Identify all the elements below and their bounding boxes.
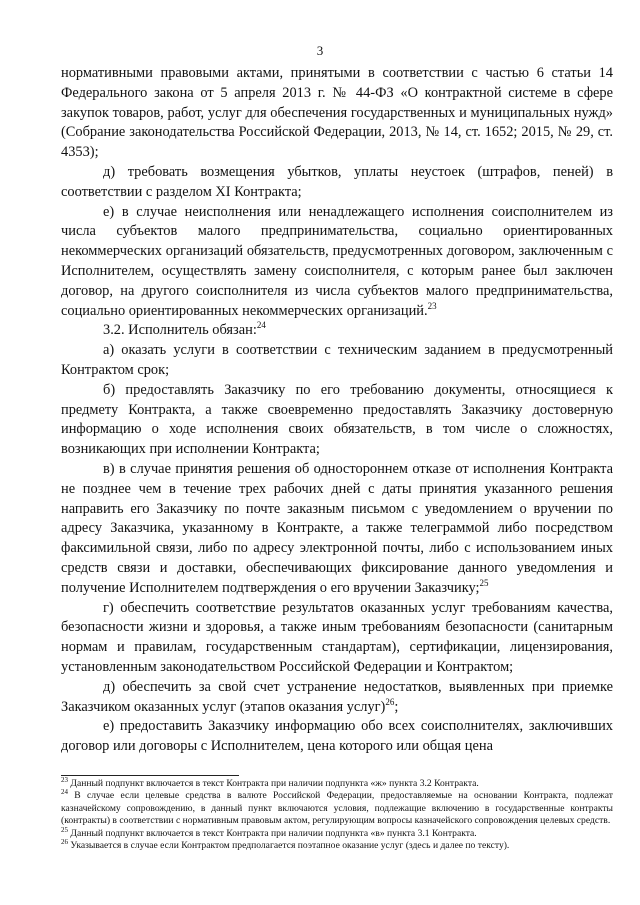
paragraph-item-a [61,341,613,381]
paragraph-item-g [61,599,613,678]
paragraph-text: д) обеспечить за свой счет устранение недостатков, выявленных при приемке Заказчиком оказанных услуг (этапов оказания услуг) [61,678,613,715]
body-text [61,64,613,757]
footnote [61,775,613,790]
paragraph-item-d2 [61,678,613,718]
footnote-ref: 23 [427,300,437,311]
paragraph-item-d [61,163,613,203]
paragraph-item-e2 [61,717,613,757]
paragraph-text: а) оказать услуги в соответствии с техническим заданием в предусмотренный Контрактом срок; [61,342,613,378]
footnote [61,790,613,827]
paragraph-item-b [61,381,613,460]
footnote-text: Данный подпункт включается в текст Контракта при наличии подпункта «в» пункта 3.1 Контракта. [70,827,477,839]
paragraph-text: в) в случае принятия решения об одностороннем отказе от исполнения Контракта не позднее чем в течение трех рабочих дней с даты принятия указанного решения направить его Заказчику по почте заказным письмом с уведомлением о вручении по адресу Заказчика, указанному в Контракте, а также телеграммой либо посредством факсимильной связи, либо по адресу электронной почты, либо с использованием иных средств связи и доставки, обеспечивающих фиксирование данного уведомления и получение Исполнителем подтверждения о его вручении Заказчику; [61,460,613,596]
footnote [61,825,613,840]
footnotes [61,775,613,852]
paragraph-item-e [61,203,613,322]
footnote-ref: 25 [479,577,489,588]
paragraph-text: е) предоставить Заказчику информацию обо всех соисполнителях, заключивших договор или договоры с Исполнителем, цена которого или общая цена [61,718,613,755]
footnote-number: 24 [61,788,68,797]
footnote [61,837,613,852]
section-heading [61,321,613,341]
footnote-text: Указывается в случае если Контрактом предполагается поэтапное оказание услуг (здесь и далее по тексту). [70,840,510,852]
footnote-ref: 26 [385,696,395,707]
paragraph-text: нормативными правовыми актами, принятыми в соответствии с частью 6 статьи 14 Федерального закона от 5 апреля 2013 г. № 44-ФЗ «О контрактной системе в сфере закупок товаров, работ, услуг для обеспечения государственных и муниципальных нужд» (Собрание законодательства Российской Федерации, 2013, № 14, ст. 1652; 2015, № 29, ст. 4353); [61,65,613,161]
footnote-number: 23 [61,775,68,784]
footnote-ref: 24 [256,320,266,331]
paragraph-text: е) в случае неисполнения или ненадлежащего исполнения соисполнителем из числа субъектов малого предпринимательства, социально ориентированных некоммерческих организаций обязательств, предусмотренных договором, заключенным с Исполнителем, осуществлять замену соисполнителя, с которым ранее был заключен договор, на другого соисполнителя из числа субъектов малого предпринимательства, социально ориентированных некоммерческих организаций. [61,203,613,319]
paragraph-text: д) требовать возмещения убытков, уплаты неустоек (штрафов, пеней) в соответствии с разделом XI Контракта; [61,163,613,200]
paragraph-continuation [61,64,613,163]
paragraph-text: 3.2. Исполнитель обязан: [103,322,257,339]
paragraph-punct: ; [394,698,399,715]
footnote-text: В случае если целевые средства в валюте Российской Федерации, предоставляемые на основании Контракта, подлежат казначейскому сопровождению, в данный пункт включаются условия, подлежащие включению в государственные контракты (контракты) в соответствии с нормативным правовым актом, регулирующим вопросы казначейского сопровождения целевых средств. [61,790,613,827]
footnote-text: Данный подпункт включается в текст Контракта при наличии подпункта «ж» пункта 3.2 Контракта. [70,778,479,789]
footnote-number: 25 [61,825,68,834]
footnote-number: 26 [61,837,68,846]
footnote-separator [61,775,239,776]
page-number: 3 [316,43,324,58]
paragraph-item-v [61,460,613,599]
paragraph-text: б) предоставлять Заказчику по его требованию документы, относящиеся к предмету Контракта, а также своевременно предоставлять Заказчику достоверную информацию о ходе исполнения своих обязательств, в том числе о сложностях, возникающих при исполнении Контракта; [61,381,613,458]
paragraph-text: г) обеспечить соответствие результатов оказанных услуг требованиям качества, безопасности жизни и здоровья, а также иным требованиям безопасности (санитарным нормам и правилам, государственным стандартам), сертификации, лицензирования, установленным законодательством Российской Федерации и Контрактом; [61,599,613,675]
